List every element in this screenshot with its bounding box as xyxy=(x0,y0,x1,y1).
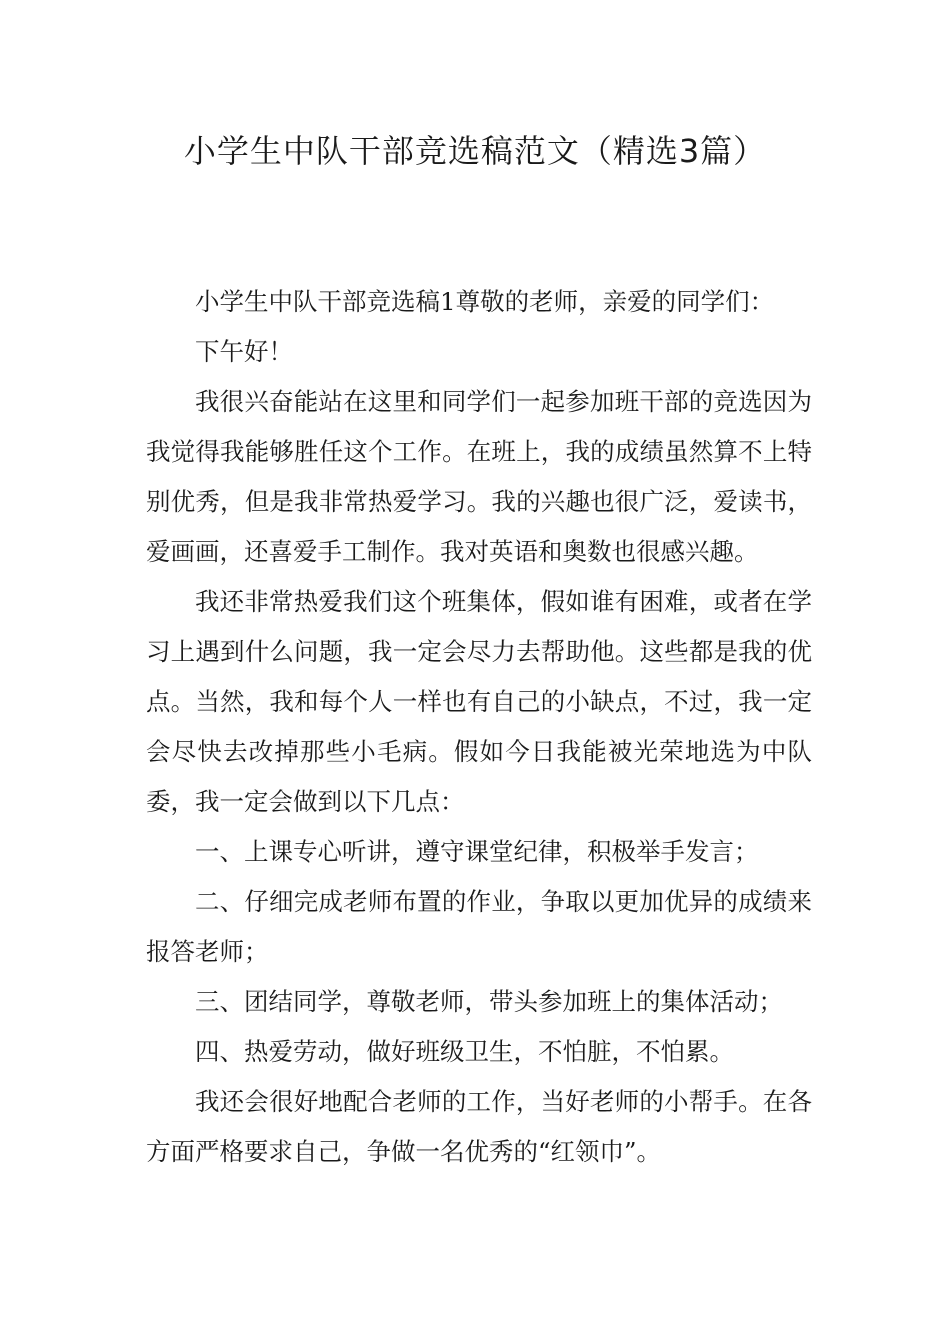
paragraph-greeting: 下午好！ xyxy=(195,337,293,366)
paragraph-strengths: 我还非常热爱我们这个班集体，假如谁有困难，或者在学习上遇到什么问题，我一定会尽力去帮助他。这些都是我的优点。当然，我和每个人一样也有自己的小缺点，不过，我一定会尽快去改掉那些小毛病。假如今日我能被光荣地选为中队委，我一定会做到以下几点： xyxy=(146,587,812,816)
paragraph-pledge-2: 二、仔细完成老师布置的作业，争取以更加优异的成绩来报答老师； xyxy=(146,887,812,966)
document-title: 小学生中队干部竞选稿范文（精选3篇） xyxy=(183,132,767,170)
paragraph-introduction: 我很兴奋能站在这里和同学们一起参加班干部的竞选因为我觉得我能够胜任这个工作。在班上，我的成绩虽然算不上特别优秀，但是我非常热爱学习。我的兴趣也很广泛，爱读书，爱画画，还喜爱手工制作。我对英语和奥数也很感兴趣。 xyxy=(146,387,812,566)
paragraph-pledge-1: 一、上课专心听讲，遵守课堂纪律，积极举手发言； xyxy=(195,837,759,866)
paragraph-pledge-3: 三、团结同学，尊敬老师，带头参加班上的集体活动； xyxy=(195,987,783,1016)
paragraph-closing: 我还会很好地配合老师的工作，当好老师的小帮手。在各方面严格要求自己，争做一名优秀的“红领巾”。 xyxy=(146,1087,812,1166)
paragraph-salutation: 小学生中队干部竞选稿1尊敬的老师，亲爱的同学们： xyxy=(195,287,775,316)
document-body xyxy=(146,277,812,1177)
paragraph-pledge-4: 四、热爱劳动，做好班级卫生，不怕脏，不怕累。 xyxy=(195,1037,734,1066)
